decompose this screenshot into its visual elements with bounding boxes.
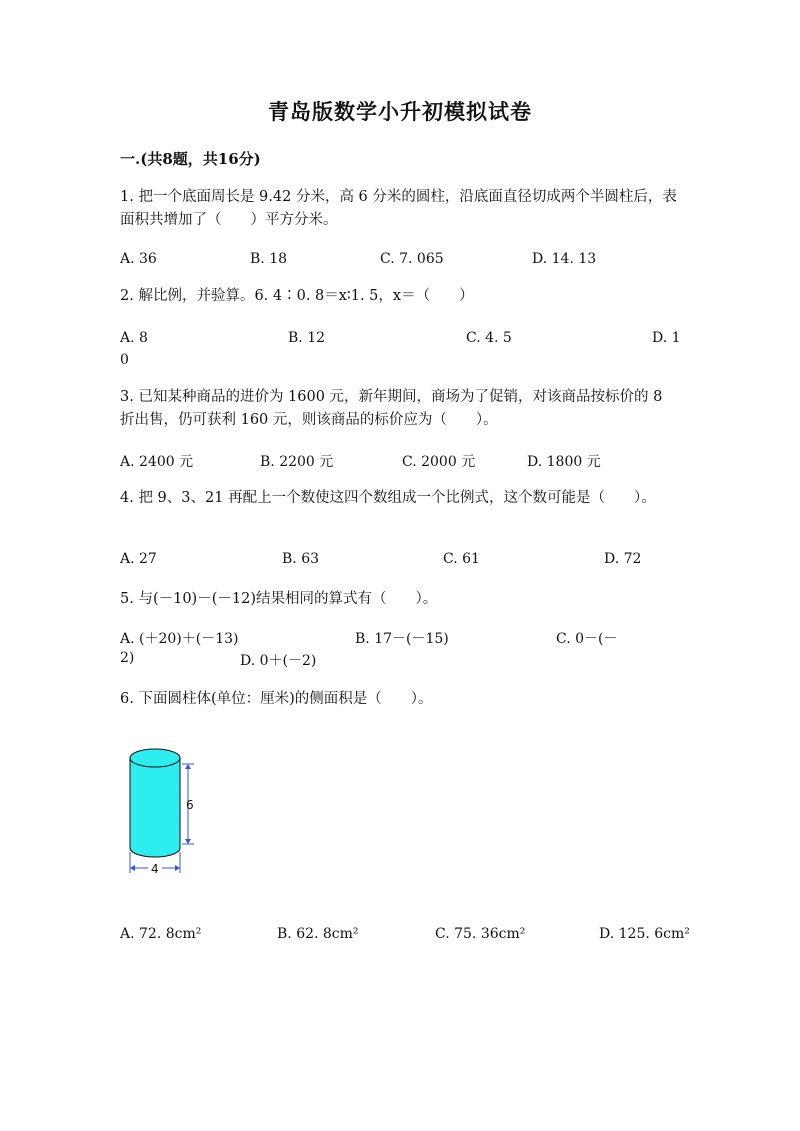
q5-option-c-wrap: 2) bbox=[120, 650, 135, 666]
diameter-arrow-right bbox=[175, 865, 180, 871]
q2-option-c[interactable]: C. 4. 5 bbox=[466, 330, 512, 346]
cylinder-top-ellipse bbox=[130, 749, 180, 767]
q3-option-c[interactable]: C. 2000 元 bbox=[402, 454, 476, 470]
q3-option-a[interactable]: A. 2400 元 bbox=[120, 454, 194, 470]
q6-option-b[interactable]: B. 62. 8cm² bbox=[277, 926, 359, 942]
q6-option-a[interactable]: A. 72. 8cm² bbox=[120, 926, 202, 942]
q6-option-d[interactable]: D. 125. 6cm² bbox=[599, 926, 690, 942]
q6-option-c[interactable]: C. 75. 36cm² bbox=[435, 926, 526, 942]
q1-option-a[interactable]: A. 36 bbox=[120, 251, 157, 267]
q2-option-d[interactable]: D. 1 bbox=[652, 330, 681, 346]
height-arrow-up bbox=[185, 764, 191, 769]
question-1: 1. 把一个底面周长是 9.42 分米，高 6 分米的圆柱，沿底面直径切成两个半圆柱后，表面积共增加了（ ）平方分米。 bbox=[120, 189, 677, 228]
question-3: 3. 已知某种商品的进价为 1600 元，新年期间，商场为了促销，对该商品按标价的 8 折出售，仍可获利 160 元，则该商品的标价应为（ ）。 bbox=[120, 389, 663, 428]
page-title: 青岛版数学小升初模拟试卷 bbox=[268, 99, 532, 124]
q3-option-d[interactable]: D. 1800 元 bbox=[527, 454, 601, 470]
question-4: 4. 把 9、3、21 再配上一个数使这四个数组成一个比例式，这个数可能是（ ）。 bbox=[120, 490, 656, 506]
q4-option-d[interactable]: D. 72 bbox=[604, 551, 642, 567]
q5-option-c[interactable]: C. 0－(－ bbox=[556, 631, 618, 647]
q3-option-b[interactable]: B. 2200 元 bbox=[260, 454, 334, 470]
height-arrow-down bbox=[185, 839, 191, 844]
cylinder-bottom-curve bbox=[130, 848, 180, 857]
q1-option-d[interactable]: D. 14. 13 bbox=[532, 251, 597, 267]
cylinder-body bbox=[130, 758, 180, 848]
diameter-arrow-left bbox=[130, 865, 135, 871]
q4-option-c[interactable]: C. 61 bbox=[443, 551, 480, 567]
q5-option-a[interactable]: A. (＋20)＋(－13) bbox=[120, 631, 239, 647]
q2-option-b[interactable]: B. 12 bbox=[288, 330, 326, 346]
q5-option-b[interactable]: B. 17－(－15) bbox=[355, 631, 449, 647]
section-heading: 一.(共8题，共16分) bbox=[120, 150, 261, 168]
cylinder-figure bbox=[120, 738, 230, 880]
q4-option-a[interactable]: A. 27 bbox=[120, 551, 157, 567]
q2-option-a[interactable]: A. 8 bbox=[120, 330, 148, 346]
height-label: 6 bbox=[186, 798, 194, 812]
diameter-label: 4 bbox=[151, 862, 159, 876]
q4-option-b[interactable]: B. 63 bbox=[282, 551, 320, 567]
question-2: 2. 解比例，并验算。6. 4∶0. 8＝x∶1. 5，x＝（ ） bbox=[120, 288, 474, 304]
q1-option-c[interactable]: C. 7. 065 bbox=[380, 251, 444, 267]
question-6: 6. 下面圆柱体(单位：厘米)的侧面积是（ ）。 bbox=[120, 691, 433, 707]
q5-option-d[interactable]: D. 0＋(－2) bbox=[240, 653, 317, 669]
q2-option-d-wrap: 0 bbox=[120, 352, 129, 368]
question-5: 5. 与(－10)－(－12)结果相同的算式有（ ）。 bbox=[120, 591, 438, 607]
q1-option-b[interactable]: B. 18 bbox=[250, 251, 288, 267]
cylinder-diagram bbox=[120, 738, 230, 880]
